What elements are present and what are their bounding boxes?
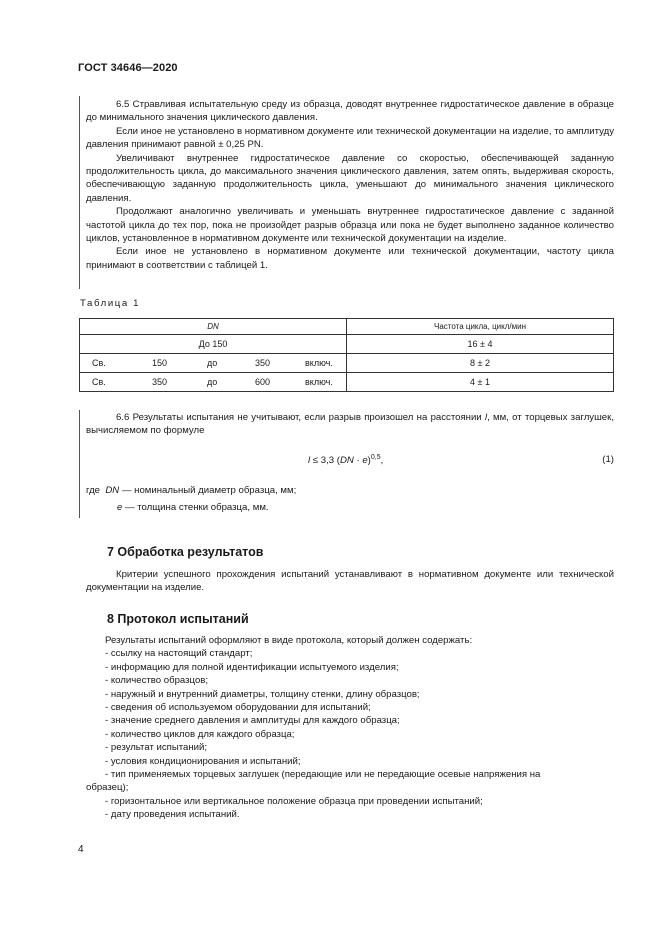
table-row bbox=[80, 354, 614, 373]
section-7-title: 7 Обработка результатов bbox=[107, 545, 264, 559]
list-item-continuation: образец); bbox=[86, 782, 129, 794]
table-row bbox=[80, 373, 614, 392]
table-cell-range: Св. 350 до 600 включ. bbox=[80, 373, 347, 392]
list-item: - дату проведения испытаний. bbox=[105, 809, 240, 821]
page-number: 4 bbox=[78, 844, 84, 855]
list-intro: Результаты испытаний оформляют в виде протокола, который должен содержать: bbox=[105, 635, 473, 646]
table-row bbox=[80, 335, 614, 354]
list-item: - количество циклов для каждого образца; bbox=[105, 728, 295, 740]
paragraph: Увеличивают внутреннее гидростатическое давление со скоростью, обеспечивающей заданную продолжительность цикла, до максимального значения циклического давления, затем опять, выдерживая скорость, обеспечивающую заданную продолжительность цикла, уменьшают до минимального значения циклического давления. bbox=[86, 152, 614, 204]
list-item: - количество образцов; bbox=[105, 675, 209, 687]
document-header: ГОСТ 34646—2020 bbox=[78, 62, 178, 74]
formula-legend: где DN — номинальный диаметр образца, мм; e — толщина стенки образца, мм. bbox=[86, 485, 297, 513]
frequency-table bbox=[79, 318, 614, 392]
section-6-5 bbox=[86, 98, 614, 272]
table-cell-range: Св. 150 до 350 включ. bbox=[80, 354, 347, 373]
paragraph: Продолжают аналогично увеличивать и уменьшать внутреннее гидростатическое давление с заданной частотой цикла до тех пор, пока не произойдет разрыв образца или пока не будет выполнено заданное количество циклов, установленное в нормативном документе или технической документации на изделие. bbox=[86, 206, 614, 245]
list-item: - сведения об используемом оборудовании для испытаний; bbox=[105, 702, 371, 714]
table-label: Таблица 1 bbox=[80, 298, 141, 309]
list-item: - информацию для полной идентификации испытуемого изделия; bbox=[105, 661, 399, 673]
table-cell-frequency: 8 ± 2 bbox=[347, 354, 614, 373]
table-header-dn: DN bbox=[80, 319, 347, 335]
table-cell-range: До 150 bbox=[80, 335, 347, 354]
table-header-frequency: Частота цикла, цикл/мин bbox=[347, 319, 614, 335]
change-bar bbox=[79, 96, 80, 289]
list-item: - условия кондиционирования и испытаний; bbox=[105, 755, 301, 767]
section-8-list bbox=[86, 634, 614, 822]
list-item: - результат испытаний; bbox=[105, 742, 208, 754]
list-item: - значение среднего давления и амплитуды для каждого образца; bbox=[105, 715, 400, 727]
list-item: - наружный и внутренний диаметры, толщину стенки, длину образцов; bbox=[105, 688, 420, 700]
formula-expression: l ≤ 3,3 (DN · e)$^{0,5}$, bbox=[308, 454, 384, 467]
formula-number: (1) bbox=[602, 454, 614, 465]
paragraph: Если иное не установлено в нормативном документе или технической документации, частоту цикла принимают в соответствии с таблицей 1. bbox=[86, 246, 614, 271]
change-bar bbox=[79, 410, 80, 518]
section-8-title: 8 Протокол испытаний bbox=[107, 612, 249, 626]
section-6-6 bbox=[86, 411, 614, 438]
table-cell-frequency: 16 ± 4 bbox=[347, 335, 614, 354]
section-7-text: Критерии успешного прохождения испытаний устанавливают в нормативном документе или технической документации на изделие. bbox=[86, 569, 614, 594]
list-item: - горизонтальное или вертикальное положение образца при проведении испытаний; bbox=[105, 795, 483, 807]
paragraph: 6.6 Результаты испытания не учитывают, если разрыв произошел на расстоянии l, мм, от торцевых заглушек, вычисляемом по формуле bbox=[86, 412, 614, 437]
table-header-row bbox=[80, 319, 614, 335]
table-cell-frequency: 4 ± 1 bbox=[347, 373, 614, 392]
paragraph: Если иное не установлено в нормативном документе или технической документации на изделие, то амплитуду давления принимают равной ± 0,25 PN. bbox=[86, 125, 614, 151]
paragraph: 6.5 Стравливая испытательную среду из образца, доводят внутреннее гидростатическое давление в образце до минимального значения циклического давления. bbox=[86, 99, 614, 124]
list-item: - тип применяемых торцевых заглушек (передающие или не передающие осевые напряжения на bbox=[105, 769, 541, 781]
list-item: - ссылку на настоящий стандарт; bbox=[105, 648, 253, 660]
